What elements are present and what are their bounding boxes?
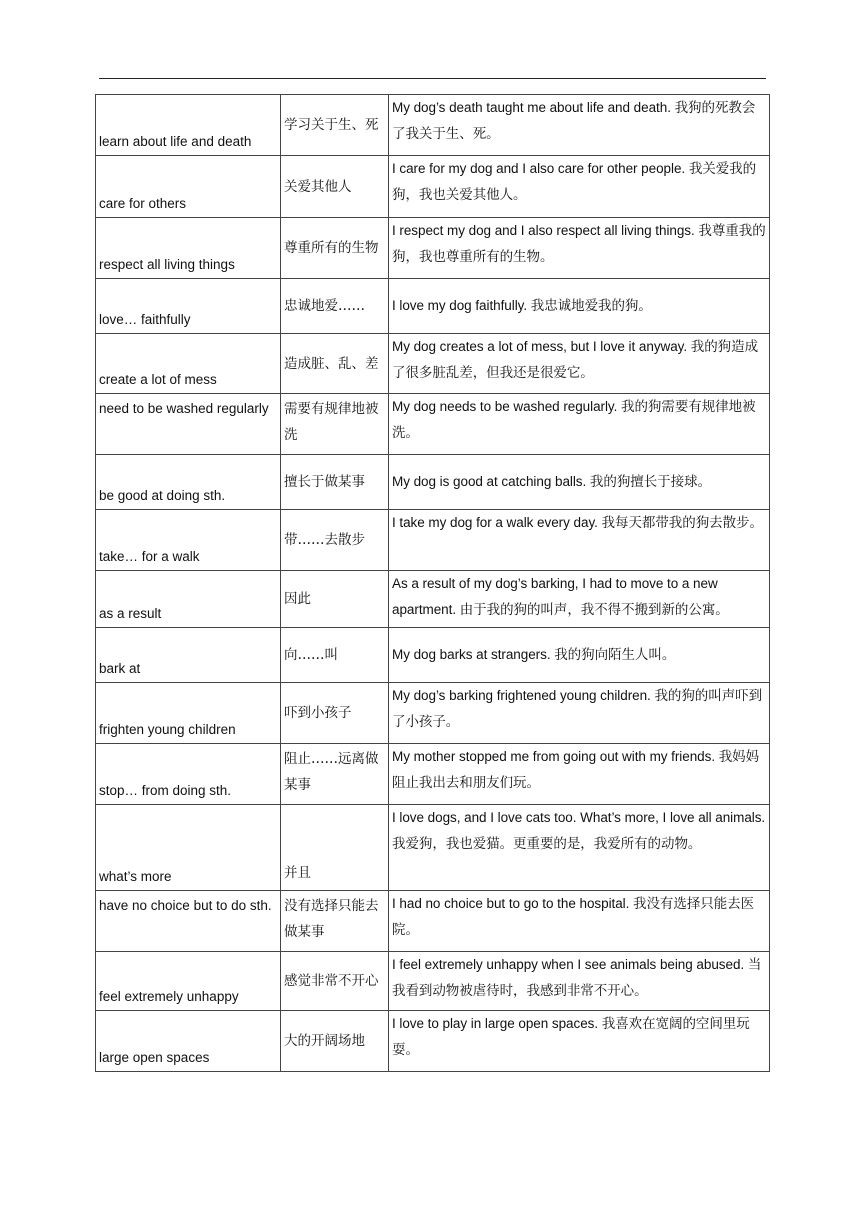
example-cell: I take my dog for a walk every day. 我每天都带我的狗去散步。 [389,510,770,571]
meaning-cell: 造成脏、乱、差 [281,334,389,394]
meaning-cell: 阻止……远离做某事 [281,744,389,805]
table-row [96,218,770,279]
example-cell: My mother stopped me from going out with my friends. 我妈妈阻止我出去和朋友们玩。 [389,744,770,805]
phrase-cell: what’s more [96,805,281,891]
table-row [96,279,770,334]
meaning-cell: 关爱其他人 [281,156,389,218]
meaning-cell: 忠诚地爱…… [281,279,389,334]
example-cell: I feel extremely unhappy when I see animals being abused. 当我看到动物被虐待时，我感到非常不开心。 [389,952,770,1011]
phrase-cell: as a result [96,571,281,628]
table-row [96,455,770,510]
example-cell: My dog creates a lot of mess, but I love it anyway. 我的狗造成了很多脏乱差，但我还是很爱它。 [389,334,770,394]
table-row [96,571,770,628]
example-cell: My dog needs to be washed regularly. 我的狗需要有规律地被洗。 [389,394,770,455]
meaning-cell: 擅长于做某事 [281,455,389,510]
example-cell: I had no choice but to go to the hospital. 我没有选择只能去医院。 [389,891,770,952]
meaning-cell: 大的开阔场地 [281,1011,389,1072]
example-cell: My dog’s death taught me about life and death. 我狗的死教会了我关于生、死。 [389,95,770,156]
table-row [96,394,770,455]
table-row [96,744,770,805]
table-row [96,805,770,891]
example-cell: I love dogs, and I love cats too. What’s more, I love all animals. 我爱狗，我也爱猫。更重要的是，我爱所有的动物。 [389,805,770,891]
meaning-cell: 向……叫 [281,628,389,683]
phrase-cell: create a lot of mess [96,334,281,394]
phrase-cell: learn about life and death [96,95,281,156]
meaning-cell: 没有选择只能去做某事 [281,891,389,952]
meaning-cell: 带……去散步 [281,510,389,571]
vocabulary-table [95,94,770,1072]
table-row [96,683,770,744]
table-row [96,1011,770,1072]
example-cell: I love my dog faithfully. 我忠诚地爱我的狗。 [389,279,770,334]
example-cell: My dog is good at catching balls. 我的狗擅长于接球。 [389,455,770,510]
example-cell: My dog’s barking frightened young children. 我的狗的叫声吓到了小孩子。 [389,683,770,744]
example-cell: My dog barks at strangers. 我的狗向陌生人叫。 [389,628,770,683]
meaning-cell: 因此 [281,571,389,628]
phrase-cell: bark at [96,628,281,683]
header-rule [99,78,766,79]
meaning-cell: 吓到小孩子 [281,683,389,744]
phrase-cell: frighten young children [96,683,281,744]
phrase-cell: large open spaces [96,1011,281,1072]
phrase-cell: love… faithfully [96,279,281,334]
meaning-cell: 学习关于生、死 [281,95,389,156]
example-cell: As a result of my dog’s barking, I had to move to a new apartment. 由于我的狗的叫声，我不得不搬到新的公寓。 [389,571,770,628]
example-cell: I care for my dog and I also care for other people. 我关爱我的狗，我也关爱其他人。 [389,156,770,218]
meaning-cell: 尊重所有的生物 [281,218,389,279]
phrase-cell: stop… from doing sth. [96,744,281,805]
table-row [96,891,770,952]
table-row [96,510,770,571]
phrase-cell: take… for a walk [96,510,281,571]
phrase-cell: respect all living things [96,218,281,279]
meaning-cell: 并且 [281,805,389,891]
table-row [96,952,770,1011]
table-row [96,156,770,218]
phrase-cell: be good at doing sth. [96,455,281,510]
meaning-cell: 感觉非常不开心 [281,952,389,1011]
meaning-cell: 需要有规律地被洗 [281,394,389,455]
phrase-cell: need to be washed regularly [96,394,281,455]
phrase-cell: have no choice but to do sth. [96,891,281,952]
phrase-cell: feel extremely unhappy [96,952,281,1011]
phrase-cell: care for others [96,156,281,218]
table-row [96,334,770,394]
table-row [96,628,770,683]
table-row [96,95,770,156]
example-cell: I respect my dog and I also respect all living things. 我尊重我的狗，我也尊重所有的生物。 [389,218,770,279]
example-cell: I love to play in large open spaces. 我喜欢在宽阔的空间里玩耍。 [389,1011,770,1072]
